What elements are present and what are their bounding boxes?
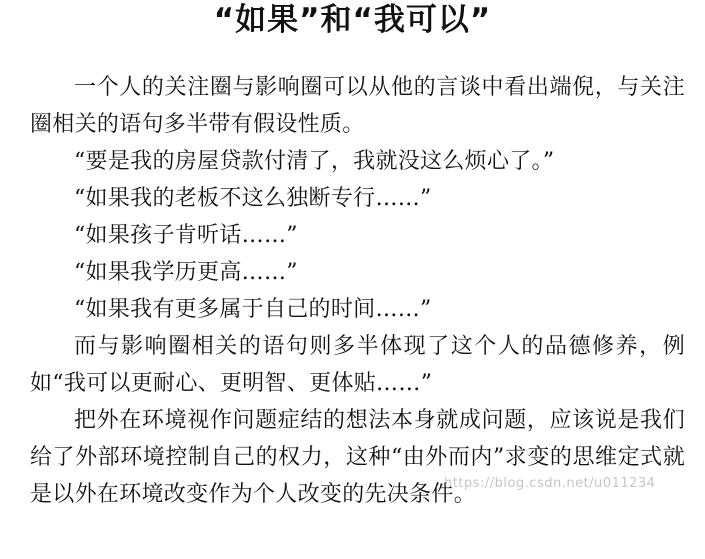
quote-children: “如果孩子肯听话……” — [74, 223, 298, 248]
quote-time: “如果我有更多属于自己的时间……” — [74, 297, 432, 322]
watermark-text: https://blog.csdn.net/u011234 — [444, 476, 656, 491]
paragraph-influence: 而与影响圈相关的语句则多半体现了这个人的品德修养，例如“我可以更耐心、更明智、更体贴……” — [30, 334, 685, 396]
section-title: “如果”和“我可以” — [213, 2, 492, 38]
body-text — [30, 69, 685, 513]
paragraph-conclusion: 把外在环境视作问题症结的想法本身就成问题，应该说是我们给了外部环境控制自己的权力，这种“由外而内”求变的思维定式就是以外在环境改变作为个人改变的先决条件。 — [30, 408, 685, 507]
quote-education: “如果我学历更高……” — [74, 260, 298, 285]
paragraph-intro: 一个人的关注圈与影响圈可以从他的言谈中看出端倪，与关注圈相关的语句多半带有假设性质。 — [30, 75, 685, 137]
quote-mortgage: “要是我的房屋贷款付清了，我就没这么烦心了。” — [74, 149, 555, 174]
quote-boss: “如果我的老板不这么独断专行……” — [74, 186, 432, 211]
